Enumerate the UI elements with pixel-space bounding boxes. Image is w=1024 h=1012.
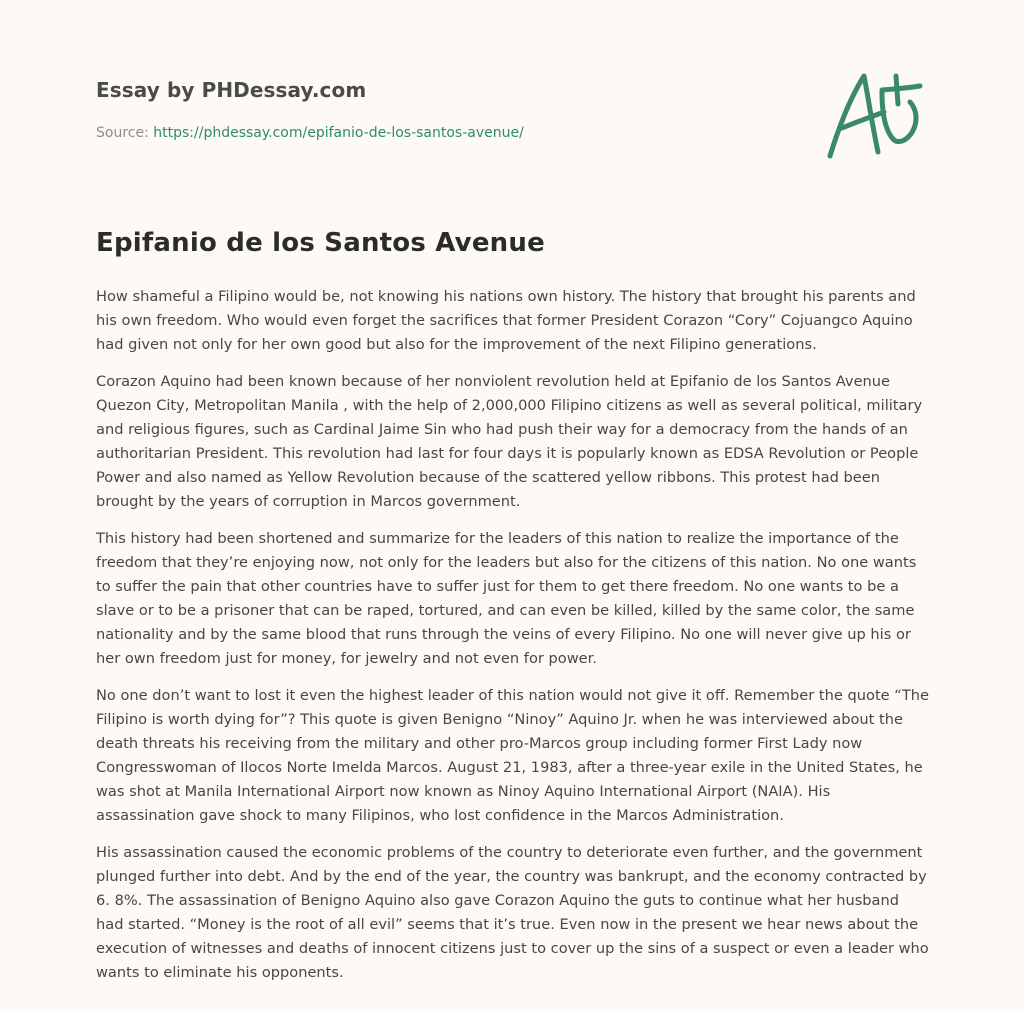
essay-paragraph: This history had been shortened and summarize for the leaders of this nation to realize the importance of the freedom that they’re enjoying now, not only for the leaders but also for the citizens of this nation. No one wants to suffer the pain that other countries have to suffer just for them to get there freedom. No one wants to be a slave or to be a prisoner that can be raped, tortured, and can even be killed, killed by the same color, the same nationality and by the same blood that runs through the veins of every Filipino. No one will never give up his or her own freedom just for money, for jewelry and not even for power. — [96, 530, 917, 667]
essay-title: Epifanio de los Santos Avenue — [96, 228, 545, 258]
essay-paragraph: No one don’t want to lost it even the highest leader of this nation would not give it off. Remember the quote “The Filipino is worth dying for”? This quote is given Benigno “Ninoy” Aquino Jr. when he was interviewed about the death threats his receiving from the military and other pro-Marcos group including former First Lady now Congresswoman of Ilocos Norte Imelda Marcos. August 21, 1983, after a three-year exile in the United States, he was shot at Manila International Airport now known as Ninoy Aquino International Airport (NAIA). His assassination gave shock to many Filipinos, who lost confidence in the Marcos Administration. — [96, 687, 929, 824]
essay-paragraph: Corazon Aquino had been known because of her nonviolent revolution held at Epifanio de los Santos Avenue Quezon City, Metropolitan Manila , with the help of 2,000,000 Filipino citizens as well as several political, military and religious figures, such as Cardinal Jaime Sin who had push their way for a democracy from the hands of an authoritarian President. This revolution had last for four days it is popularly known as EDSA Revolution or People Power and also named as Yellow Revolution because of the scattered yellow ribbons. This protest had been brought by the years of corruption in Marcos government. — [96, 373, 923, 510]
essay-body — [96, 285, 930, 998]
page-header — [96, 78, 930, 158]
site-brand-title: Essay by PHDessay.com — [96, 78, 367, 102]
source-link[interactable]: https://phdessay.com/epifanio-de-los-santos-avenue/ — [153, 125, 524, 141]
source-label: Source: — [96, 125, 154, 141]
essay-paragraph: His assassination caused the economic problems of the country to deteriorate even further, and the government plunged further into debt. And by the end of the year, the country was bankrupt, and the economy contracted by 6. 8%. The assassination of Benigno Aquino also gave Corazon Aquino the guts to continue what her husband had started. “Money is the root of all evil” seems that it’s true. Even now in the present we hear news about the execution of witnesses and deaths of innocent citizens just to cover up the sins of a suspect or even a leader who wants to eliminate his opponents. — [96, 844, 929, 981]
source-line — [96, 125, 524, 141]
essay-paragraph: How shameful a Filipino would be, not knowing his nations own history. The history that brought his parents and his own freedom. Who would even forget the sacrifices that former President Corazon “Cory” Cojuangco Aquino had given not only for her own good but also for the improvement of the next Filipino generations. — [96, 288, 916, 353]
a-plus-logo-icon — [824, 68, 934, 164]
